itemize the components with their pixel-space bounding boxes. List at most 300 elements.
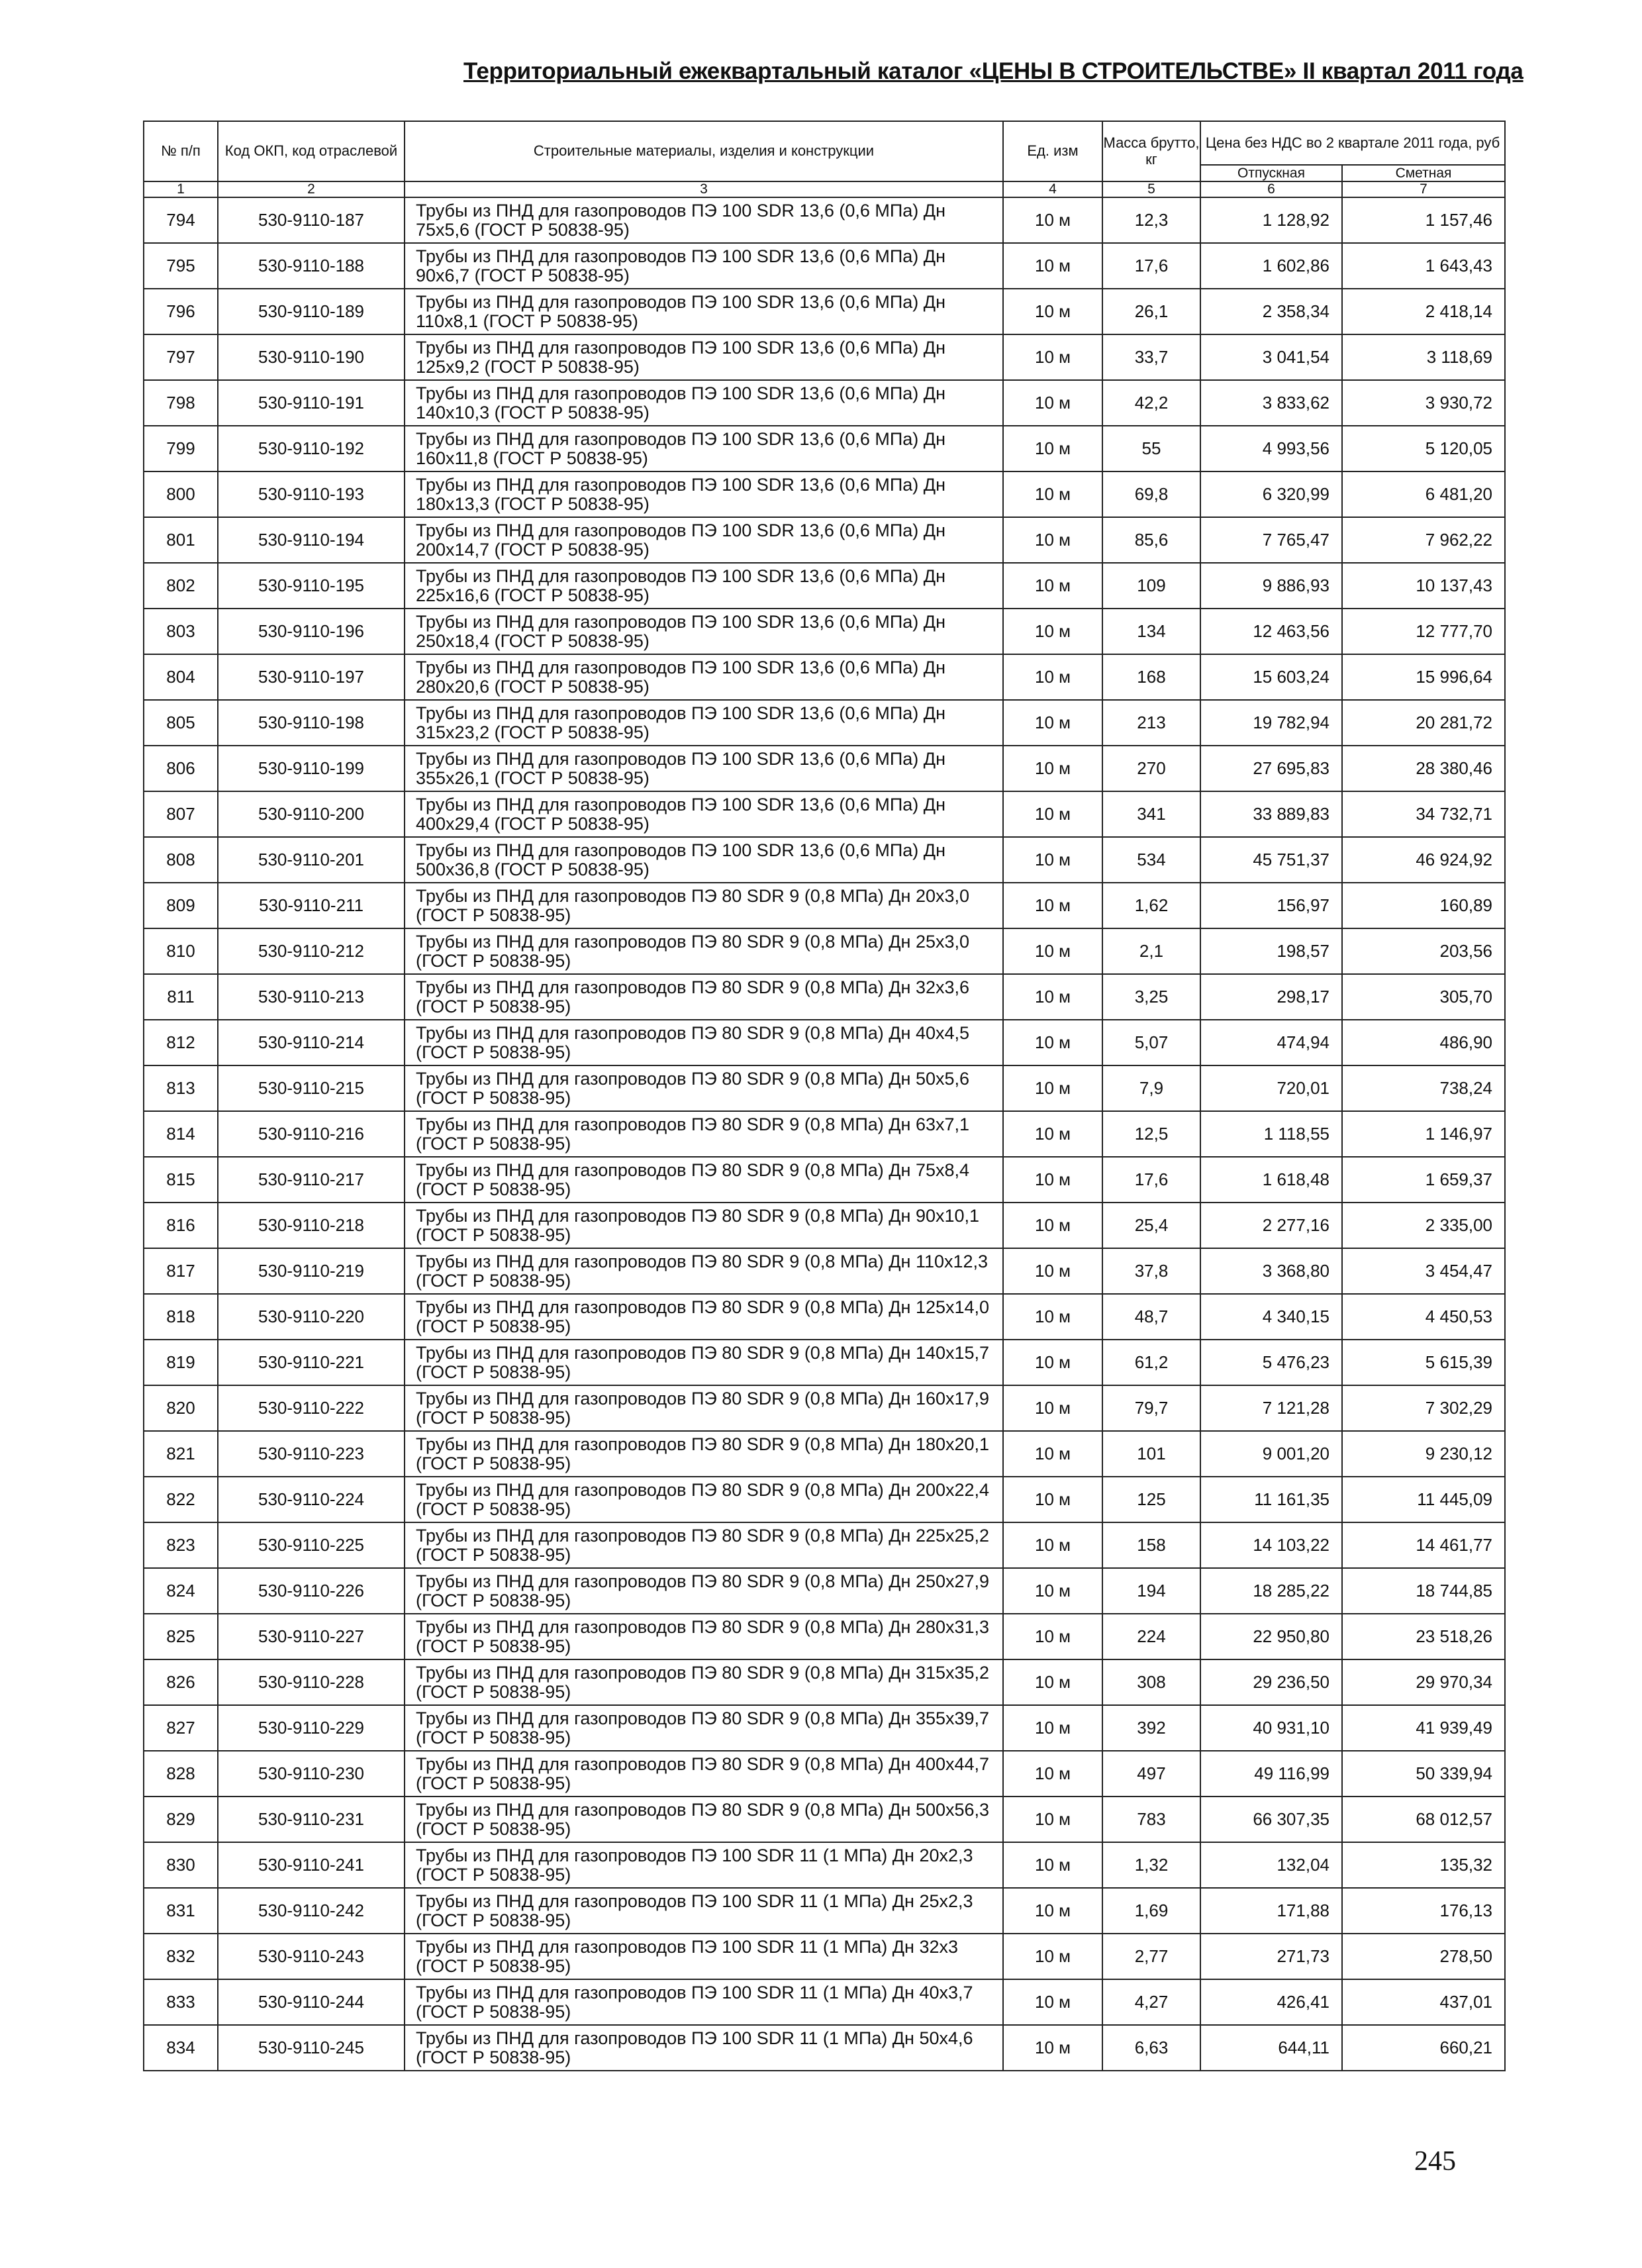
price-estimate: 9 230,12	[1342, 1431, 1505, 1477]
table-row	[144, 1797, 1505, 1842]
row-number: 832	[144, 1934, 218, 1979]
table-row	[144, 1431, 1505, 1477]
price-estimate: 10 137,43	[1342, 563, 1505, 609]
row-number: 800	[144, 471, 218, 517]
unit: 10 м	[1003, 1705, 1102, 1751]
price-release: 66 307,35	[1200, 1797, 1342, 1842]
price-estimate: 305,70	[1342, 974, 1505, 1020]
row-number: 827	[144, 1705, 218, 1751]
okp-code: 530-9110-213	[218, 974, 405, 1020]
unit: 10 м	[1003, 837, 1102, 883]
price-estimate: 29 970,34	[1342, 1659, 1505, 1705]
unit: 10 м	[1003, 1934, 1102, 1979]
table-row	[144, 1477, 1505, 1522]
okp-code: 530-9110-194	[218, 517, 405, 563]
mass-gross: 25,4	[1102, 1203, 1200, 1248]
price-release: 4 993,56	[1200, 426, 1342, 471]
mass-gross: 497	[1102, 1751, 1200, 1797]
mass-gross: 42,2	[1102, 380, 1200, 426]
price-release: 9 001,20	[1200, 1431, 1342, 1477]
material-name: Трубы из ПНД для газопроводов ПЭ 100 SDR 13,6 (0,6 МПа) Дн 140х10,3 (ГОСТ Р 50838-95)	[405, 380, 1003, 426]
price-estimate: 34 732,71	[1342, 791, 1505, 837]
table-row	[144, 928, 1505, 974]
table-row	[144, 1203, 1505, 1248]
unit: 10 м	[1003, 426, 1102, 471]
unit: 10 м	[1003, 1979, 1102, 2025]
row-number: 819	[144, 1340, 218, 1385]
unit: 10 м	[1003, 1385, 1102, 1431]
price-estimate: 278,50	[1342, 1934, 1505, 1979]
row-number: 804	[144, 654, 218, 700]
column-number: 1	[144, 181, 218, 197]
mass-gross: 1,62	[1102, 883, 1200, 928]
mass-gross: 4,27	[1102, 1979, 1200, 2025]
table-row	[144, 380, 1505, 426]
price-release: 33 889,83	[1200, 791, 1342, 837]
row-number: 815	[144, 1157, 218, 1203]
row-number: 830	[144, 1842, 218, 1888]
unit: 10 м	[1003, 1568, 1102, 1614]
column-number: 3	[405, 181, 1003, 197]
material-name: Трубы из ПНД для газопроводов ПЭ 100 SDR 13,6 (0,6 МПа) Дн 250х18,4 (ГОСТ Р 50838-95)	[405, 609, 1003, 654]
material-name: Трубы из ПНД для газопроводов ПЭ 80 SDR 9 (0,8 МПа) Дн 75х8,4 (ГОСТ Р 50838-95)	[405, 1157, 1003, 1203]
unit: 10 м	[1003, 243, 1102, 289]
material-name: Трубы из ПНД для газопроводов ПЭ 100 SDR 11 (1 МПа) Дн 25х2,3 (ГОСТ Р 50838-95)	[405, 1888, 1003, 1934]
row-number: 834	[144, 2025, 218, 2071]
price-estimate: 28 380,46	[1342, 746, 1505, 791]
row-number: 810	[144, 928, 218, 974]
row-number: 797	[144, 334, 218, 380]
price-release: 40 931,10	[1200, 1705, 1342, 1751]
unit: 10 м	[1003, 1888, 1102, 1934]
column-number: 5	[1102, 181, 1200, 197]
okp-code: 530-9110-217	[218, 1157, 405, 1203]
price-estimate: 46 924,92	[1342, 837, 1505, 883]
unit: 10 м	[1003, 1614, 1102, 1659]
unit: 10 м	[1003, 746, 1102, 791]
mass-gross: 17,6	[1102, 1157, 1200, 1203]
unit: 10 м	[1003, 974, 1102, 1020]
table-row	[144, 791, 1505, 837]
table-row	[144, 1934, 1505, 1979]
row-number: 831	[144, 1888, 218, 1934]
unit: 10 м	[1003, 197, 1102, 243]
row-number: 822	[144, 1477, 218, 1522]
price-release: 18 285,22	[1200, 1568, 1342, 1614]
unit: 10 м	[1003, 1203, 1102, 1248]
mass-gross: 26,1	[1102, 289, 1200, 334]
mass-gross: 534	[1102, 837, 1200, 883]
unit: 10 м	[1003, 471, 1102, 517]
table-row	[144, 471, 1505, 517]
okp-code: 530-9110-214	[218, 1020, 405, 1065]
okp-code: 530-9110-245	[218, 2025, 405, 2071]
mass-gross: 12,3	[1102, 197, 1200, 243]
okp-code: 530-9110-197	[218, 654, 405, 700]
unit: 10 м	[1003, 1340, 1102, 1385]
mass-gross: 783	[1102, 1797, 1200, 1842]
unit: 10 м	[1003, 563, 1102, 609]
mass-gross: 109	[1102, 563, 1200, 609]
unit: 10 м	[1003, 791, 1102, 837]
okp-code: 530-9110-230	[218, 1751, 405, 1797]
unit: 10 м	[1003, 1477, 1102, 1522]
price-release: 720,01	[1200, 1065, 1342, 1111]
row-number: 807	[144, 791, 218, 837]
price-release: 426,41	[1200, 1979, 1342, 2025]
row-number: 799	[144, 426, 218, 471]
price-release: 1 618,48	[1200, 1157, 1342, 1203]
table-row	[144, 1385, 1505, 1431]
page-header: Территориальный ежеквартальный каталог «ЦЕНЫ В СТРОИТЕЛЬСТВЕ» II квартал 2011 года	[463, 58, 1523, 84]
table-row	[144, 1065, 1505, 1111]
row-number: 795	[144, 243, 218, 289]
price-release: 6 320,99	[1200, 471, 1342, 517]
row-number: 806	[144, 746, 218, 791]
okp-code: 530-9110-244	[218, 1979, 405, 2025]
price-release: 3 041,54	[1200, 334, 1342, 380]
row-number: 798	[144, 380, 218, 426]
unit: 10 м	[1003, 2025, 1102, 2071]
price-release: 171,88	[1200, 1888, 1342, 1934]
okp-code: 530-9110-223	[218, 1431, 405, 1477]
mass-gross: 6,63	[1102, 2025, 1200, 2071]
mass-gross: 101	[1102, 1431, 1200, 1477]
price-release: 271,73	[1200, 1934, 1342, 1979]
okp-code: 530-9110-200	[218, 791, 405, 837]
row-number: 829	[144, 1797, 218, 1842]
mass-gross: 125	[1102, 1477, 1200, 1522]
okp-code: 530-9110-216	[218, 1111, 405, 1157]
table-row	[144, 654, 1505, 700]
material-name: Трубы из ПНД для газопроводов ПЭ 80 SDR 9 (0,8 МПа) Дн 225х25,2 (ГОСТ Р 50838-95)	[405, 1522, 1003, 1568]
table-row	[144, 334, 1505, 380]
okp-code: 530-9110-192	[218, 426, 405, 471]
price-estimate: 5 120,05	[1342, 426, 1505, 471]
material-name: Трубы из ПНД для газопроводов ПЭ 80 SDR 9 (0,8 МПа) Дн 32х3,6 (ГОСТ Р 50838-95)	[405, 974, 1003, 1020]
unit: 10 м	[1003, 334, 1102, 380]
okp-code: 530-9110-241	[218, 1842, 405, 1888]
table-row	[144, 1020, 1505, 1065]
material-name: Трубы из ПНД для газопроводов ПЭ 100 SDR 13,6 (0,6 МПа) Дн 315х23,2 (ГОСТ Р 50838-95)	[405, 700, 1003, 746]
mass-gross: 33,7	[1102, 334, 1200, 380]
price-estimate: 1 659,37	[1342, 1157, 1505, 1203]
mass-gross: 61,2	[1102, 1340, 1200, 1385]
row-number: 824	[144, 1568, 218, 1614]
table-row	[144, 1705, 1505, 1751]
price-estimate: 4 450,53	[1342, 1294, 1505, 1340]
table-row	[144, 1979, 1505, 2025]
price-release: 2 277,16	[1200, 1203, 1342, 1248]
table-row	[144, 609, 1505, 654]
okp-code: 530-9110-243	[218, 1934, 405, 1979]
price-release: 22 950,80	[1200, 1614, 1342, 1659]
material-name: Трубы из ПНД для газопроводов ПЭ 100 SDR 13,6 (0,6 МПа) Дн 225х16,6 (ГОСТ Р 50838-95)	[405, 563, 1003, 609]
table-row	[144, 1111, 1505, 1157]
row-number: 828	[144, 1751, 218, 1797]
price-estimate: 3 454,47	[1342, 1248, 1505, 1294]
material-name: Трубы из ПНД для газопроводов ПЭ 100 SDR 11 (1 МПа) Дн 40х3,7 (ГОСТ Р 50838-95)	[405, 1979, 1003, 2025]
price-release: 49 116,99	[1200, 1751, 1342, 1797]
mass-gross: 2,77	[1102, 1934, 1200, 1979]
okp-code: 530-9110-220	[218, 1294, 405, 1340]
price-estimate: 18 744,85	[1342, 1568, 1505, 1614]
okp-code: 530-9110-195	[218, 563, 405, 609]
mass-gross: 2,1	[1102, 928, 1200, 974]
row-number: 803	[144, 609, 218, 654]
unit: 10 м	[1003, 1065, 1102, 1111]
header-num: № п/п	[144, 121, 218, 181]
material-name: Трубы из ПНД для газопроводов ПЭ 100 SDR 13,6 (0,6 МПа) Дн 110х8,1 (ГОСТ Р 50838-95)	[405, 289, 1003, 334]
page-number: 245	[1414, 2146, 1456, 2177]
material-name: Трубы из ПНД для газопроводов ПЭ 80 SDR 9 (0,8 МПа) Дн 400х44,7 (ГОСТ Р 50838-95)	[405, 1751, 1003, 1797]
row-number: 816	[144, 1203, 218, 1248]
price-estimate: 14 461,77	[1342, 1522, 1505, 1568]
price-release: 11 161,35	[1200, 1477, 1342, 1522]
price-estimate: 68 012,57	[1342, 1797, 1505, 1842]
material-name: Трубы из ПНД для газопроводов ПЭ 80 SDR 9 (0,8 МПа) Дн 180х20,1 (ГОСТ Р 50838-95)	[405, 1431, 1003, 1477]
price-estimate: 203,56	[1342, 928, 1505, 974]
table-row	[144, 1751, 1505, 1797]
row-number: 812	[144, 1020, 218, 1065]
unit: 10 м	[1003, 1842, 1102, 1888]
column-number: 2	[218, 181, 405, 197]
okp-code: 530-9110-231	[218, 1797, 405, 1842]
row-number: 805	[144, 700, 218, 746]
price-release: 156,97	[1200, 883, 1342, 928]
material-name: Трубы из ПНД для газопроводов ПЭ 80 SDR 9 (0,8 МПа) Дн 50х5,6 (ГОСТ Р 50838-95)	[405, 1065, 1003, 1111]
price-estimate: 6 481,20	[1342, 471, 1505, 517]
mass-gross: 158	[1102, 1522, 1200, 1568]
unit: 10 м	[1003, 1157, 1102, 1203]
mass-gross: 194	[1102, 1568, 1200, 1614]
table-row	[144, 1659, 1505, 1705]
price-estimate: 660,21	[1342, 2025, 1505, 2071]
table-row	[144, 563, 1505, 609]
material-name: Трубы из ПНД для газопроводов ПЭ 80 SDR 9 (0,8 МПа) Дн 110х12,3 (ГОСТ Р 50838-95)	[405, 1248, 1003, 1294]
price-release: 27 695,83	[1200, 746, 1342, 791]
mass-gross: 392	[1102, 1705, 1200, 1751]
row-number: 808	[144, 837, 218, 883]
mass-gross: 79,7	[1102, 1385, 1200, 1431]
unit: 10 м	[1003, 1020, 1102, 1065]
okp-code: 530-9110-225	[218, 1522, 405, 1568]
unit: 10 м	[1003, 1248, 1102, 1294]
okp-code: 530-9110-228	[218, 1659, 405, 1705]
row-number: 820	[144, 1385, 218, 1431]
header-unit: Ед. изм	[1003, 121, 1102, 181]
material-name: Трубы из ПНД для газопроводов ПЭ 80 SDR 9 (0,8 МПа) Дн 90х10,1 (ГОСТ Р 50838-95)	[405, 1203, 1003, 1248]
okp-code: 530-9110-215	[218, 1065, 405, 1111]
unit: 10 м	[1003, 1294, 1102, 1340]
table-row	[144, 1568, 1505, 1614]
mass-gross: 1,69	[1102, 1888, 1200, 1934]
table-row	[144, 700, 1505, 746]
table-row	[144, 746, 1505, 791]
price-release: 198,57	[1200, 928, 1342, 974]
unit: 10 м	[1003, 609, 1102, 654]
okp-code: 530-9110-224	[218, 1477, 405, 1522]
price-release: 1 128,92	[1200, 197, 1342, 243]
material-name: Трубы из ПНД для газопроводов ПЭ 80 SDR 9 (0,8 МПа) Дн 500х56,3 (ГОСТ Р 50838-95)	[405, 1797, 1003, 1842]
price-release: 132,04	[1200, 1842, 1342, 1888]
price-estimate: 1 157,46	[1342, 197, 1505, 243]
row-number: 794	[144, 197, 218, 243]
price-release: 19 782,94	[1200, 700, 1342, 746]
table-row	[144, 197, 1505, 243]
header-price-group: Цена без НДС во 2 квартале 2011 года, руб	[1200, 121, 1505, 165]
unit: 10 м	[1003, 654, 1102, 700]
mass-gross: 85,6	[1102, 517, 1200, 563]
header-price-release: Отпускная	[1200, 165, 1342, 181]
okp-code: 530-9110-227	[218, 1614, 405, 1659]
catalog-table	[143, 121, 1506, 2071]
table-row	[144, 517, 1505, 563]
row-number: 801	[144, 517, 218, 563]
unit: 10 м	[1003, 1431, 1102, 1477]
price-release: 29 236,50	[1200, 1659, 1342, 1705]
price-release: 7 121,28	[1200, 1385, 1342, 1431]
price-release: 298,17	[1200, 974, 1342, 1020]
material-name: Трубы из ПНД для газопроводов ПЭ 80 SDR 9 (0,8 МПа) Дн 355х39,7 (ГОСТ Р 50838-95)	[405, 1705, 1003, 1751]
price-release: 7 765,47	[1200, 517, 1342, 563]
table-row	[144, 1248, 1505, 1294]
mass-gross: 12,5	[1102, 1111, 1200, 1157]
material-name: Трубы из ПНД для газопроводов ПЭ 80 SDR 9 (0,8 МПа) Дн 200х22,4 (ГОСТ Р 50838-95)	[405, 1477, 1003, 1522]
material-name: Трубы из ПНД для газопроводов ПЭ 100 SDR 13,6 (0,6 МПа) Дн 160х11,8 (ГОСТ Р 50838-95)	[405, 426, 1003, 471]
price-release: 12 463,56	[1200, 609, 1342, 654]
material-name: Трубы из ПНД для газопроводов ПЭ 100 SDR 13,6 (0,6 МПа) Дн 180х13,3 (ГОСТ Р 50838-95)	[405, 471, 1003, 517]
okp-code: 530-9110-191	[218, 380, 405, 426]
material-name: Трубы из ПНД для газопроводов ПЭ 100 SDR 13,6 (0,6 МПа) Дн 90х6,7 (ГОСТ Р 50838-95)	[405, 243, 1003, 289]
price-estimate: 3 930,72	[1342, 380, 1505, 426]
price-estimate: 437,01	[1342, 1979, 1505, 2025]
price-estimate: 2 335,00	[1342, 1203, 1505, 1248]
okp-code: 530-9110-212	[218, 928, 405, 974]
table-row	[144, 1842, 1505, 1888]
price-release: 1 118,55	[1200, 1111, 1342, 1157]
material-name: Трубы из ПНД для газопроводов ПЭ 100 SDR 11 (1 МПа) Дн 20х2,3 (ГОСТ Р 50838-95)	[405, 1842, 1003, 1888]
price-estimate: 738,24	[1342, 1065, 1505, 1111]
okp-code: 530-9110-189	[218, 289, 405, 334]
material-name: Трубы из ПНД для газопроводов ПЭ 100 SDR 13,6 (0,6 МПа) Дн 280х20,6 (ГОСТ Р 50838-95)	[405, 654, 1003, 700]
unit: 10 м	[1003, 1659, 1102, 1705]
mass-gross: 7,9	[1102, 1065, 1200, 1111]
material-name: Трубы из ПНД для газопроводов ПЭ 100 SDR 11 (1 МПа) Дн 50х4,6 (ГОСТ Р 50838-95)	[405, 2025, 1003, 2071]
row-number: 817	[144, 1248, 218, 1294]
row-number: 818	[144, 1294, 218, 1340]
unit: 10 м	[1003, 1111, 1102, 1157]
price-release: 14 103,22	[1200, 1522, 1342, 1568]
price-estimate: 486,90	[1342, 1020, 1505, 1065]
price-estimate: 23 518,26	[1342, 1614, 1505, 1659]
unit: 10 м	[1003, 1751, 1102, 1797]
price-estimate: 15 996,64	[1342, 654, 1505, 700]
price-release: 4 340,15	[1200, 1294, 1342, 1340]
price-estimate: 1 146,97	[1342, 1111, 1505, 1157]
material-name: Трубы из ПНД для газопроводов ПЭ 100 SDR 13,6 (0,6 МПа) Дн 400х29,4 (ГОСТ Р 50838-95)	[405, 791, 1003, 837]
material-name: Трубы из ПНД для газопроводов ПЭ 80 SDR 9 (0,8 МПа) Дн 125х14,0 (ГОСТ Р 50838-95)	[405, 1294, 1003, 1340]
column-number-row	[144, 181, 1505, 197]
mass-gross: 69,8	[1102, 471, 1200, 517]
unit: 10 м	[1003, 700, 1102, 746]
price-release: 9 886,93	[1200, 563, 1342, 609]
okp-code: 530-9110-211	[218, 883, 405, 928]
table-row	[144, 426, 1505, 471]
row-number: 825	[144, 1614, 218, 1659]
okp-code: 530-9110-229	[218, 1705, 405, 1751]
table-row	[144, 974, 1505, 1020]
okp-code: 530-9110-242	[218, 1888, 405, 1934]
material-name: Трубы из ПНД для газопроводов ПЭ 80 SDR 9 (0,8 МПа) Дн 25х3,0 (ГОСТ Р 50838-95)	[405, 928, 1003, 974]
price-estimate: 2 418,14	[1342, 289, 1505, 334]
material-name: Трубы из ПНД для газопроводов ПЭ 100 SDR 13,6 (0,6 МПа) Дн 500х36,8 (ГОСТ Р 50838-95)	[405, 837, 1003, 883]
mass-gross: 270	[1102, 746, 1200, 791]
okp-code: 530-9110-219	[218, 1248, 405, 1294]
price-release: 2 358,34	[1200, 289, 1342, 334]
mass-gross: 55	[1102, 426, 1200, 471]
price-estimate: 3 118,69	[1342, 334, 1505, 380]
row-number: 821	[144, 1431, 218, 1477]
mass-gross: 5,07	[1102, 1020, 1200, 1065]
unit: 10 м	[1003, 1797, 1102, 1842]
unit: 10 м	[1003, 883, 1102, 928]
okp-code: 530-9110-222	[218, 1385, 405, 1431]
price-estimate: 5 615,39	[1342, 1340, 1505, 1385]
unit: 10 м	[1003, 928, 1102, 974]
header-code: Код ОКП, код отраслевой	[218, 121, 405, 181]
mass-gross: 168	[1102, 654, 1200, 700]
material-name: Трубы из ПНД для газопроводов ПЭ 80 SDR 9 (0,8 МПа) Дн 280х31,3 (ГОСТ Р 50838-95)	[405, 1614, 1003, 1659]
okp-code: 530-9110-221	[218, 1340, 405, 1385]
header-price-estimate: Сметная	[1342, 165, 1505, 181]
price-estimate: 50 339,94	[1342, 1751, 1505, 1797]
row-number: 813	[144, 1065, 218, 1111]
okp-code: 530-9110-193	[218, 471, 405, 517]
price-estimate: 20 281,72	[1342, 700, 1505, 746]
column-number: 6	[1200, 181, 1342, 197]
okp-code: 530-9110-190	[218, 334, 405, 380]
material-name: Трубы из ПНД для газопроводов ПЭ 80 SDR 9 (0,8 МПа) Дн 140х15,7 (ГОСТ Р 50838-95)	[405, 1340, 1003, 1385]
mass-gross: 17,6	[1102, 243, 1200, 289]
okp-code: 530-9110-201	[218, 837, 405, 883]
table-row	[144, 1614, 1505, 1659]
row-number: 796	[144, 289, 218, 334]
table-row	[144, 289, 1505, 334]
okp-code: 530-9110-226	[218, 1568, 405, 1614]
unit: 10 м	[1003, 517, 1102, 563]
mass-gross: 3,25	[1102, 974, 1200, 1020]
okp-code: 530-9110-188	[218, 243, 405, 289]
price-release: 3 368,80	[1200, 1248, 1342, 1294]
table-row	[144, 1340, 1505, 1385]
material-name: Трубы из ПНД для газопроводов ПЭ 80 SDR 9 (0,8 МПа) Дн 250х27,9 (ГОСТ Р 50838-95)	[405, 1568, 1003, 1614]
mass-gross: 134	[1102, 609, 1200, 654]
material-name: Трубы из ПНД для газопроводов ПЭ 80 SDR 9 (0,8 МПа) Дн 40х4,5 (ГОСТ Р 50838-95)	[405, 1020, 1003, 1065]
material-name: Трубы из ПНД для газопроводов ПЭ 100 SDR 13,6 (0,6 МПа) Дн 125х9,2 (ГОСТ Р 50838-95)	[405, 334, 1003, 380]
row-number: 814	[144, 1111, 218, 1157]
okp-code: 530-9110-187	[218, 197, 405, 243]
material-name: Трубы из ПНД для газопроводов ПЭ 100 SDR 13,6 (0,6 МПа) Дн 75х5,6 (ГОСТ Р 50838-95)	[405, 197, 1003, 243]
price-estimate: 160,89	[1342, 883, 1505, 928]
price-release: 45 751,37	[1200, 837, 1342, 883]
table-row	[144, 1522, 1505, 1568]
unit: 10 м	[1003, 289, 1102, 334]
price-release: 474,94	[1200, 1020, 1342, 1065]
header-mass: Масса брутто, кг	[1102, 121, 1200, 181]
row-number: 811	[144, 974, 218, 1020]
column-number: 4	[1003, 181, 1102, 197]
